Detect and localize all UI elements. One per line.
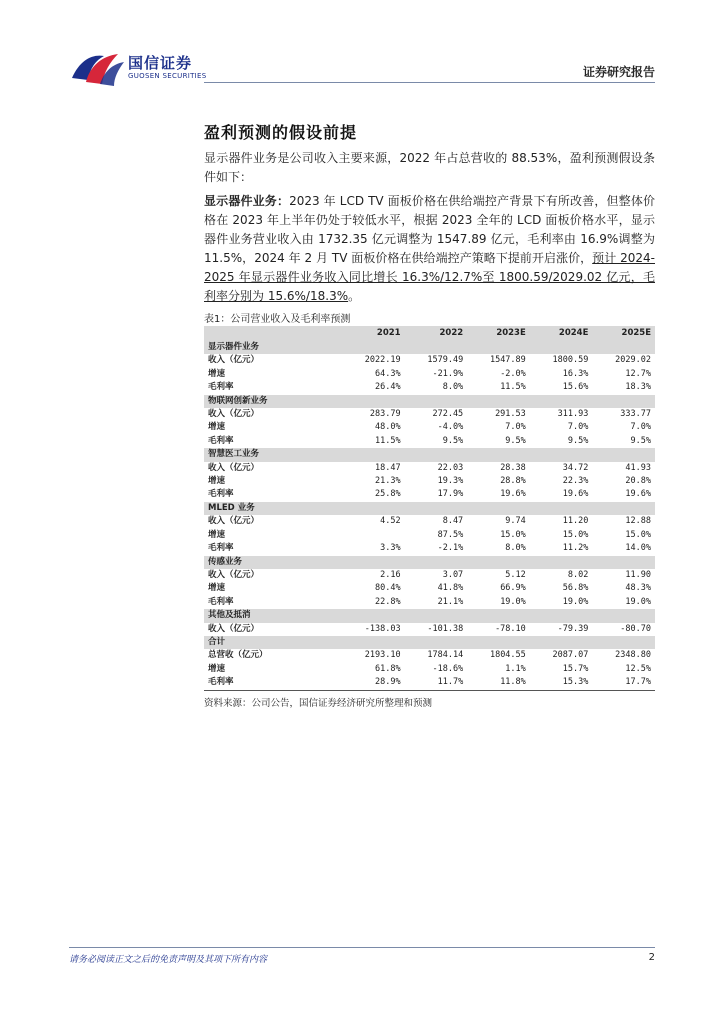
table-cell: -21.9%: [432, 368, 464, 379]
table-row: [204, 569, 655, 582]
table-cell: 1800.59: [552, 355, 589, 366]
table-cell: 15.0%: [500, 529, 526, 540]
table-cell: 48.3%: [625, 583, 651, 594]
table-row: [204, 542, 655, 555]
column-header: 2025E: [592, 326, 655, 341]
footer-divider: [69, 947, 655, 948]
column-header: 2024E: [530, 326, 593, 341]
table-cell: 22.3%: [562, 476, 589, 487]
row-label: 收入（亿元）: [208, 516, 260, 527]
row-label: 增速: [208, 663, 226, 674]
table-cell: 2087.07: [552, 650, 589, 661]
table-cell: 87.5%: [437, 529, 464, 540]
row-label: 增速: [208, 368, 226, 379]
table-group-row: [204, 395, 655, 408]
table-cell: 41.8%: [437, 583, 464, 594]
table-cell: 1579.49: [427, 355, 464, 366]
table-cell: 1804.55: [489, 650, 526, 661]
table-row: [204, 663, 655, 676]
table-cell: 15.6%: [562, 382, 589, 393]
table-cell: 19.0%: [625, 596, 651, 607]
row-label: 增速: [208, 529, 226, 540]
paragraph-body: 2023 年 LCD TV 面板价格在供给端控产背景下有所改善，但整体价格在 2023 年上半年仍处于较低水平，根据 2023 全年的 LCD 面板价格水平，显示器件业务营业收入由 1732.35 亿元调整为 1547.89 亿元，毛利率由 16.9%调整为 11.5%，2024 年 2 月 TV 面板价格在供给端控产策略下提前开启涨价，: [204, 194, 655, 265]
table-cell: 14.0%: [625, 543, 651, 554]
table-cell: -78.10: [495, 623, 526, 634]
table-cell: 15.3%: [530, 676, 593, 690]
row-label: 毛利率: [208, 435, 234, 446]
display-business-paragraph: [204, 192, 655, 306]
group-label: 显示器件业务: [204, 341, 655, 354]
table-cell: 7.0%: [630, 422, 651, 433]
row-label: 毛利率: [208, 382, 234, 393]
table-cell: 1784.14: [427, 650, 464, 661]
table-row: [204, 649, 655, 662]
table-cell: 11.8%: [467, 676, 530, 690]
table-cell: 2193.10: [364, 650, 401, 661]
table-group-row: [204, 636, 655, 649]
table-cell: 56.8%: [562, 583, 589, 594]
table-cell: -101.38: [427, 623, 464, 634]
table-cell: 12.88: [625, 516, 651, 527]
table-cell: 9.5%: [505, 435, 526, 446]
footer-disclaimer: 请务必阅读正文之后的免责声明及其项下所有内容: [69, 955, 268, 965]
table-cell: 15.7%: [562, 663, 589, 674]
column-header: 2023E: [467, 326, 530, 341]
table-cell: [342, 529, 405, 542]
table-cell: 34.72: [562, 462, 589, 473]
table-row: [204, 462, 655, 475]
table-group-row: [204, 556, 655, 569]
table-cell: 11.20: [562, 516, 589, 527]
table-cell: 18.47: [375, 462, 401, 473]
table-cell: 2022.19: [364, 355, 401, 366]
table-cell: 21.3%: [375, 476, 401, 487]
table-cell: 2.16: [380, 569, 401, 580]
table-cell: -80.70: [620, 623, 651, 634]
table-cell: 21.1%: [437, 596, 464, 607]
paragraph-forecast-highlight: 预计 2024-2025 年显示器件业务收入同比增长 16.3%/12.7%至 1800.59/2029.02 亿元，毛利率分别为 15.6%/18.3%: [204, 251, 655, 303]
table-cell: -2.0%: [500, 368, 526, 379]
table-row: [204, 381, 655, 394]
table-cell: 9.5%: [630, 435, 651, 446]
table-cell: 66.9%: [500, 583, 526, 594]
group-label: 其他及抵消: [204, 609, 655, 622]
table-cell: 7.0%: [567, 422, 589, 433]
row-label: 收入（亿元）: [208, 623, 260, 634]
row-label: 毛利率: [208, 489, 234, 500]
group-label: MLED 业务: [204, 502, 655, 515]
table-row: [204, 408, 655, 421]
table-cell: 8.0%: [505, 543, 526, 554]
table-cell: 80.4%: [375, 583, 401, 594]
table-cell: 3.3%: [380, 543, 401, 554]
table-caption: 表1：公司营业收入及毛利率预测: [204, 314, 351, 325]
column-header: 2021: [342, 326, 405, 341]
table-cell: 17.9%: [437, 489, 464, 500]
row-label: 增速: [208, 583, 226, 594]
table-cell: 19.0%: [562, 596, 589, 607]
table-group-row: [204, 502, 655, 515]
table-group-row: [204, 341, 655, 354]
table-cell: 28.38: [500, 462, 526, 473]
paragraph-lead: 显示器件业务：: [204, 194, 290, 208]
table-cell: 9.74: [505, 516, 526, 527]
table-cell: 291.53: [495, 409, 526, 420]
table-cell: -2.1%: [437, 543, 464, 554]
column-header: 2022: [405, 326, 468, 341]
row-label: 总营收（亿元）: [208, 650, 268, 661]
revenue-margin-table: [204, 326, 655, 691]
logo-english-name: GUOSEN SECURITIES: [128, 72, 207, 80]
report-type-label: 证券研究报告: [582, 65, 655, 79]
table-cell: 25.8%: [375, 489, 401, 500]
table-cell: 22.8%: [375, 596, 401, 607]
guosen-logo-mark-icon: [70, 48, 126, 88]
table-group-row: [204, 448, 655, 461]
table-group-row: [204, 609, 655, 622]
column-header: [204, 326, 342, 341]
table-row: [204, 475, 655, 488]
row-label: 收入（亿元）: [208, 355, 260, 366]
table-cell: -79.39: [557, 623, 589, 634]
table-cell: 2348.80: [615, 650, 651, 661]
table-cell: 20.8%: [625, 476, 651, 487]
logo-chinese-name: 国信证券: [128, 54, 193, 72]
table-cell: 2029.02: [615, 355, 651, 366]
table-cell: 11.2%: [562, 543, 589, 554]
table-cell: 41.93: [625, 462, 651, 473]
header-divider: [204, 82, 655, 83]
table-cell: 8.0%: [442, 382, 464, 393]
group-label: 传感业务: [204, 556, 655, 569]
table-cell: 11.5%: [500, 382, 526, 393]
table-cell: 12.5%: [625, 663, 651, 674]
table-cell: 22.03: [437, 462, 464, 473]
table-cell: 28.8%: [500, 476, 526, 487]
table-cell: 11.90: [625, 569, 651, 580]
table-cell: 1547.89: [489, 355, 526, 366]
row-label: 增速: [208, 422, 226, 433]
table-cell: -138.03: [364, 623, 401, 634]
table-cell: 11.7%: [405, 676, 468, 690]
table-cell: 16.3%: [562, 368, 589, 379]
table-cell: 272.45: [432, 409, 464, 420]
table-cell: 1.1%: [505, 663, 526, 674]
table-cell: 9.5%: [442, 435, 464, 446]
guosen-logo: [70, 48, 220, 88]
table-cell: 19.6%: [562, 489, 589, 500]
table-cell: 8.47: [442, 516, 464, 527]
table-cell: 7.0%: [505, 422, 526, 433]
table-cell: 283.79: [369, 409, 401, 420]
table-row: [204, 421, 655, 434]
row-label: 毛利率: [208, 596, 234, 607]
table-cell: 15.0%: [625, 529, 651, 540]
section-title: 盈利预测的假设前提: [204, 123, 358, 142]
table-cell: -4.0%: [437, 422, 464, 433]
table-cell: 5.12: [505, 569, 526, 580]
table-cell: 12.7%: [625, 368, 651, 379]
table-row: [204, 515, 655, 528]
table-cell: 61.8%: [375, 663, 401, 674]
table-cell: 3.07: [442, 569, 464, 580]
table-cell: 18.3%: [625, 382, 651, 393]
table-cell: 15.0%: [562, 529, 589, 540]
table-source: 资料来源：公司公告，国信证券经济研究所整理和预测: [204, 698, 433, 709]
table-row: [204, 529, 655, 542]
table-cell: 28.9%: [342, 676, 405, 690]
table-cell: -18.6%: [432, 663, 464, 674]
table-cell: 48.0%: [375, 422, 401, 433]
intro-paragraph: 显示器件业务是公司收入主要来源，2022 年占总营收的 88.53%，盈利预测假设条件如下：: [204, 151, 655, 184]
table-row: [204, 676, 655, 690]
table-cell: 8.02: [567, 569, 589, 580]
table-cell: 64.3%: [375, 368, 401, 379]
table-cell: 311.93: [557, 409, 589, 420]
row-label: 收入（亿元）: [208, 409, 260, 420]
table-cell: 19.6%: [500, 489, 526, 500]
table-cell: 19.0%: [500, 596, 526, 607]
table-cell: 26.4%: [375, 382, 401, 393]
group-label: 合计: [204, 636, 655, 649]
table-header-row: [204, 326, 655, 341]
page-header: [0, 0, 724, 90]
group-label: 智慧医工业务: [204, 448, 655, 461]
table-row: [204, 368, 655, 381]
table-cell: 19.6%: [625, 489, 651, 500]
table-row: [204, 623, 655, 636]
row-label: 收入（亿元）: [208, 462, 260, 473]
paragraph-end: 。: [348, 289, 361, 303]
row-label: 毛利率: [208, 543, 234, 554]
table-row: [204, 435, 655, 448]
table-row: [204, 582, 655, 595]
table-row: [204, 354, 655, 367]
table-cell: 4.52: [380, 516, 401, 527]
table-row: [204, 488, 655, 501]
row-label: 毛利率: [204, 676, 342, 690]
table-cell: 19.3%: [437, 476, 464, 487]
group-label: 物联网创新业务: [204, 395, 655, 408]
page-number: 2: [648, 952, 655, 963]
table-cell: 333.77: [620, 409, 651, 420]
table-cell: 17.7%: [592, 676, 655, 690]
row-label: 增速: [208, 476, 226, 487]
row-label: 收入（亿元）: [208, 569, 260, 580]
table-cell: 9.5%: [567, 435, 589, 446]
table-row: [204, 596, 655, 609]
table-cell: 11.5%: [375, 435, 401, 446]
